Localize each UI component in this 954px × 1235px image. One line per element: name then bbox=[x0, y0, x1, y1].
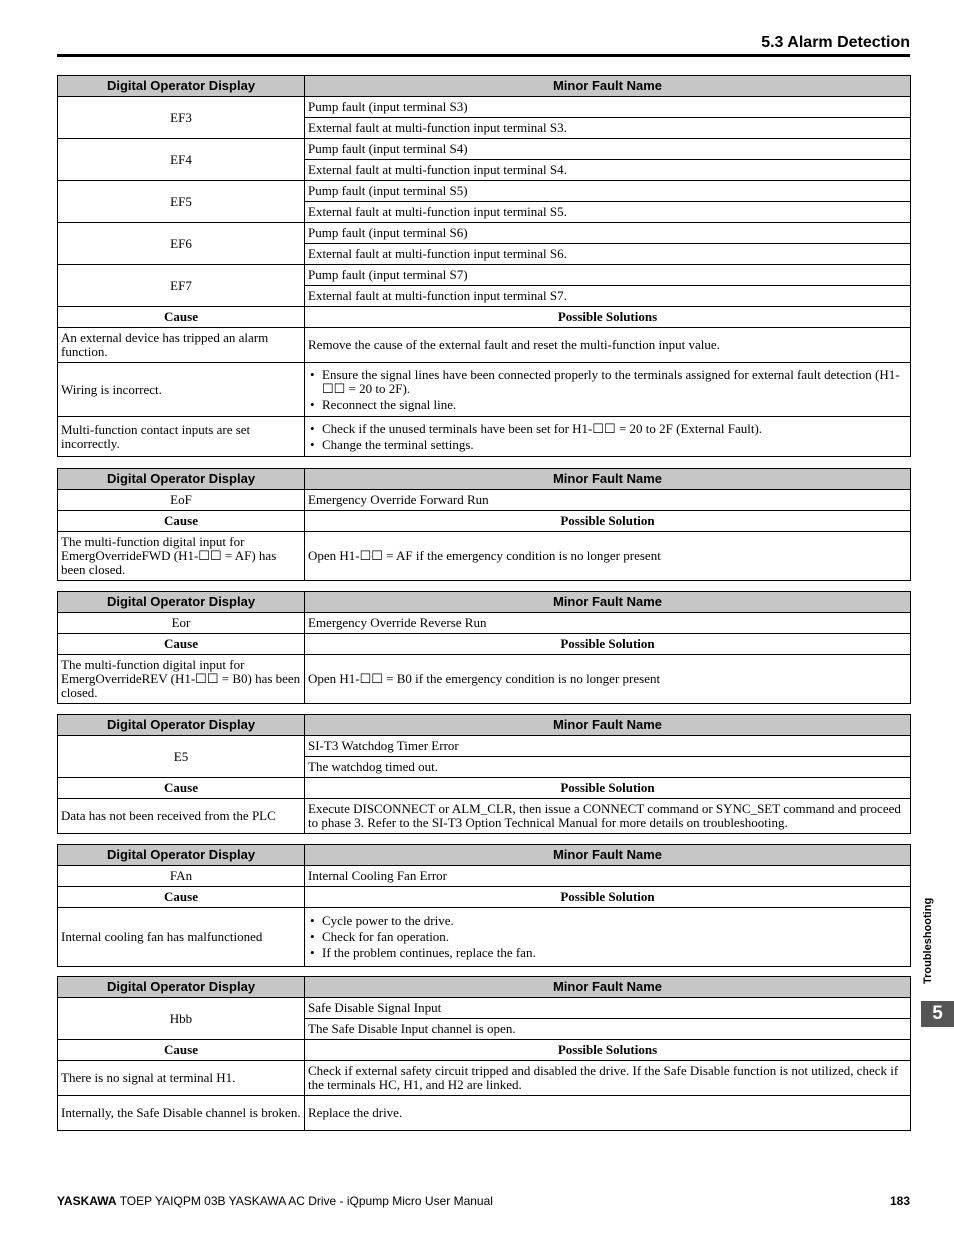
solution-header: Possible Solution bbox=[305, 778, 911, 799]
solutions-header: Possible Solutions bbox=[305, 1040, 911, 1061]
fault-code: EF4 bbox=[58, 139, 305, 181]
fan-fault-table bbox=[57, 844, 911, 967]
footer-doc: TOEP YAIQPM 03B YASKAWA AC Drive - iQpump Micro User Manual bbox=[116, 1194, 493, 1208]
fault-name: Safe Disable Signal Input bbox=[305, 998, 911, 1019]
solution-cell bbox=[305, 908, 911, 967]
solution-cell: Replace the drive. bbox=[305, 1096, 911, 1131]
cause-cell: Internal cooling fan has malfunctioned bbox=[58, 908, 305, 967]
solution-cell: Open H1-☐☐ = B0 if the emergency condition is no longer present bbox=[305, 655, 911, 704]
solution-bullet: • Change the terminal settings. bbox=[308, 438, 907, 452]
fault-code: E5 bbox=[58, 736, 305, 778]
solution-header: Possible Solution bbox=[305, 511, 911, 532]
cause-cell: Wiring is incorrect. bbox=[58, 363, 305, 417]
cause-cell: The multi-function digital input for EmergOverrideREV (H1-☐☐ = B0) has been closed. bbox=[58, 655, 305, 704]
chapter-tab: 5 bbox=[921, 1001, 954, 1027]
footer-brand: YASKAWA bbox=[57, 1194, 117, 1208]
solutions-header: Possible Solutions bbox=[305, 307, 911, 328]
fault-name: External fault at multi-function input terminal S4. bbox=[305, 160, 911, 181]
fault-code: Hbb bbox=[58, 998, 305, 1040]
fault-code: EoF bbox=[58, 490, 305, 511]
section-title: 5.3 Alarm Detection bbox=[761, 34, 910, 51]
cause-header: Cause bbox=[58, 1040, 305, 1061]
cause-header: Cause bbox=[58, 887, 305, 908]
fault-name: Internal Cooling Fan Error bbox=[305, 866, 911, 887]
solution-cell: Execute DISCONNECT or ALM_CLR, then issue a CONNECT command or SYNC_SET command and proceed to phase 3. Refer to the SI-T3 Option Technical Manual for more details on troubleshooting. bbox=[305, 799, 911, 834]
display-header: Digital Operator Display bbox=[58, 592, 305, 613]
cause-header: Cause bbox=[58, 778, 305, 799]
eor-fault-table bbox=[57, 591, 911, 704]
fault-code: EF5 bbox=[58, 181, 305, 223]
solution-cell: Open H1-☐☐ = AF if the emergency condition is no longer present bbox=[305, 532, 911, 581]
fault-name: External fault at multi-function input terminal S3. bbox=[305, 118, 911, 139]
solution-bullet: • Ensure the signal lines have been connected properly to the terminals assigned for external fault detection (H1-☐☐ = 20 to 2F). bbox=[308, 368, 907, 396]
fault-code: Eor bbox=[58, 613, 305, 634]
eof-fault-table bbox=[57, 468, 911, 581]
fault-name: Pump fault (input terminal S5) bbox=[305, 181, 911, 202]
solution-bullet: • Check for fan operation. bbox=[308, 930, 907, 944]
fault-name: Pump fault (input terminal S3) bbox=[305, 97, 911, 118]
name-header: Minor Fault Name bbox=[305, 845, 911, 866]
solution-cell: Remove the cause of the external fault and reset the multi-function input value. bbox=[305, 328, 911, 363]
fault-name: External fault at multi-function input terminal S5. bbox=[305, 202, 911, 223]
fault-name: Pump fault (input terminal S7) bbox=[305, 265, 911, 286]
fault-name: Emergency Override Forward Run bbox=[305, 490, 911, 511]
name-header: Minor Fault Name bbox=[305, 715, 911, 736]
cause-cell: There is no signal at terminal H1. bbox=[58, 1061, 305, 1096]
cause-cell: An external device has tripped an alarm function. bbox=[58, 328, 305, 363]
name-header: Minor Fault Name bbox=[305, 977, 911, 998]
e5-fault-table bbox=[57, 714, 911, 834]
fault-name: The Safe Disable Input channel is open. bbox=[305, 1019, 911, 1040]
display-header: Digital Operator Display bbox=[58, 76, 305, 97]
cause-cell: Multi-function contact inputs are set incorrectly. bbox=[58, 417, 305, 457]
name-header: Minor Fault Name bbox=[305, 76, 911, 97]
fault-name: External fault at multi-function input terminal S7. bbox=[305, 286, 911, 307]
name-header: Minor Fault Name bbox=[305, 469, 911, 490]
header-rule bbox=[57, 54, 910, 57]
solution-bullet: • If the problem continues, replace the fan. bbox=[308, 946, 907, 960]
solution-bullet: • Cycle power to the drive. bbox=[308, 914, 907, 928]
solution-header: Possible Solution bbox=[305, 887, 911, 908]
cause-cell: The multi-function digital input for EmergOverrideFWD (H1-☐☐ = AF) has been closed. bbox=[58, 532, 305, 581]
solution-bullet: • Check if the unused terminals have been set for H1-☐☐ = 20 to 2F (External Fault). bbox=[308, 422, 907, 436]
ef-fault-table bbox=[57, 75, 911, 457]
fault-name: SI-T3 Watchdog Timer Error bbox=[305, 736, 911, 757]
name-header: Minor Fault Name bbox=[305, 592, 911, 613]
fault-code: FAn bbox=[58, 866, 305, 887]
sidebar-chapter-label: Troubleshooting bbox=[922, 897, 934, 984]
solution-header: Possible Solution bbox=[305, 634, 911, 655]
cause-cell: Internally, the Safe Disable channel is broken. bbox=[58, 1096, 305, 1131]
footer-doc-title bbox=[57, 1194, 493, 1208]
display-header: Digital Operator Display bbox=[58, 977, 305, 998]
fault-code: EF6 bbox=[58, 223, 305, 265]
cause-header: Cause bbox=[58, 634, 305, 655]
page-number: 183 bbox=[889, 1194, 910, 1208]
display-header: Digital Operator Display bbox=[58, 469, 305, 490]
fault-name: Emergency Override Reverse Run bbox=[305, 613, 911, 634]
display-header: Digital Operator Display bbox=[58, 715, 305, 736]
fault-code: EF3 bbox=[58, 97, 305, 139]
fault-name: Pump fault (input terminal S4) bbox=[305, 139, 911, 160]
fault-name: The watchdog timed out. bbox=[305, 757, 911, 778]
solution-cell bbox=[305, 363, 911, 417]
cause-header: Cause bbox=[58, 511, 305, 532]
cause-header: Cause bbox=[58, 307, 305, 328]
solution-bullet: • Reconnect the signal line. bbox=[308, 398, 907, 412]
display-header: Digital Operator Display bbox=[58, 845, 305, 866]
fault-name: Pump fault (input terminal S6) bbox=[305, 223, 911, 244]
hbb-fault-table bbox=[57, 976, 911, 1131]
fault-code: EF7 bbox=[58, 265, 305, 307]
fault-name: External fault at multi-function input terminal S6. bbox=[305, 244, 911, 265]
solution-cell bbox=[305, 417, 911, 457]
solution-cell: Check if external safety circuit tripped and disabled the drive. If the Safe Disable function is not utilized, check if the terminals HC, H1, and H2 are linked. bbox=[305, 1061, 911, 1096]
cause-cell: Data has not been received from the PLC bbox=[58, 799, 305, 834]
